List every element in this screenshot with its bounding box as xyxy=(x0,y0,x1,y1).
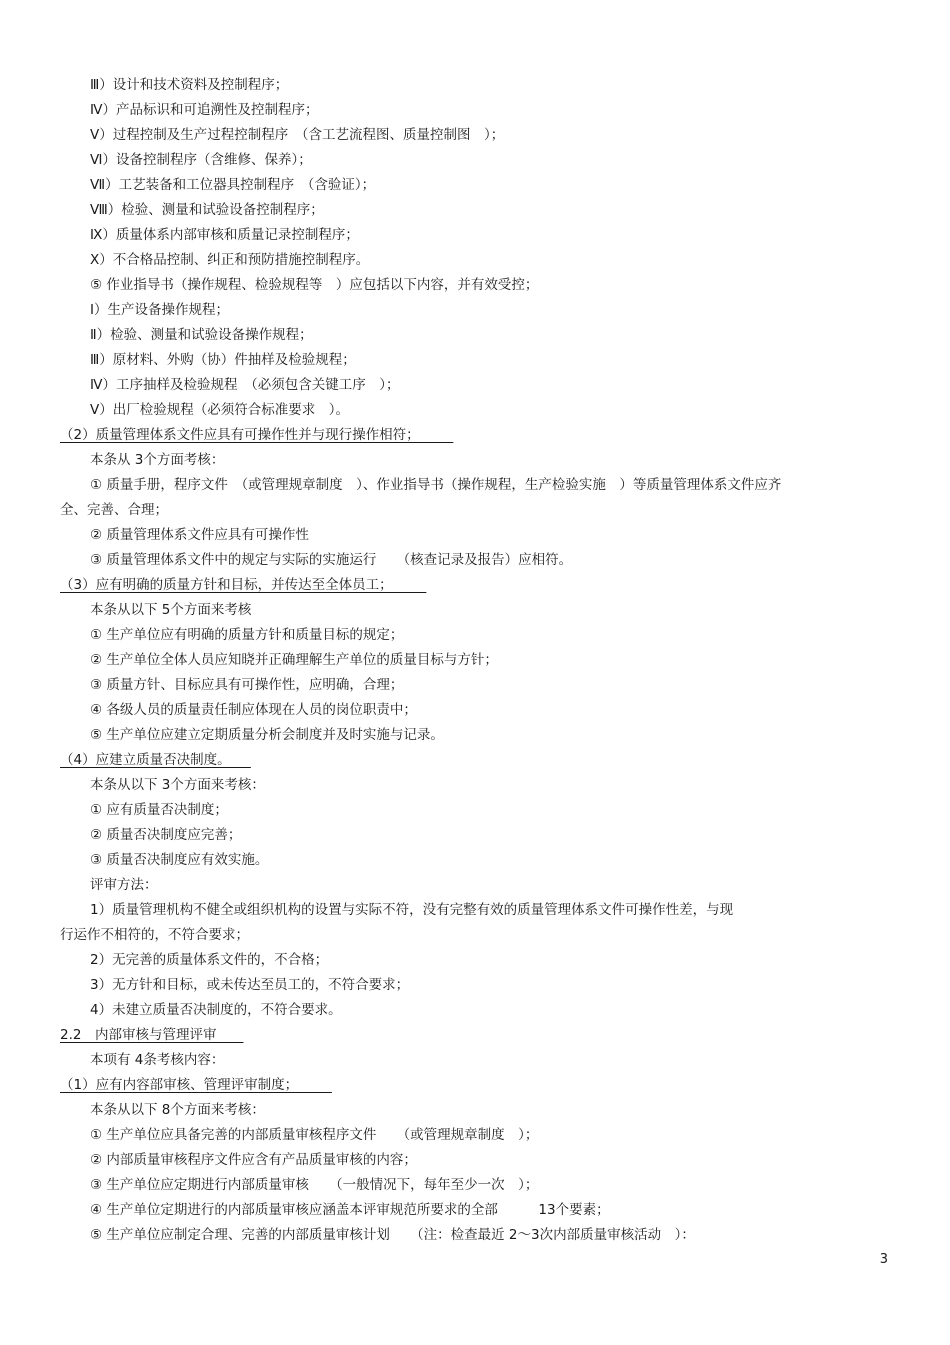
text-line: ④ 生产单位定期进行的内部质量审核应涵盖本评审规范所要求的全部 13个要素； xyxy=(90,1202,610,1218)
text-line: ⑤ 生产单位应建立定期质量分析会制度并及时实施与记录。 xyxy=(90,727,444,743)
text-line: （3）应有明确的质量方针和目标，并传达至全体员工； xyxy=(60,577,427,593)
text-line: ① 应有质量否决制度； xyxy=(90,802,228,818)
text-line: Ⅴ）出厂检验规程（必须符合标准要求 ）。 xyxy=(90,402,349,418)
text-line: Ⅳ）工序抽样及检验规程 （必须包含关键工序 ）； xyxy=(90,377,400,393)
text-line: ⑤ 作业指导书（操作规程、检验规程等 ）应包括以下内容，并有效受控； xyxy=(90,277,539,293)
text-line: ② 质量管理体系文件应具有可操作性 xyxy=(90,527,309,543)
text-line: ④ 各级人员的质量责任制应体现在人员的岗位职责中； xyxy=(90,702,417,718)
text-line: ⑤ 生产单位应制定合理、完善的内部质量审核计划 （注：检查最近 2～3次内部质量审核活动 ）： xyxy=(90,1227,695,1243)
text-line: （4）应建立质量否决制度。 xyxy=(60,752,251,768)
text-line: Ⅵ）设备控制程序（含维修、保养）； xyxy=(90,152,312,168)
text-line: 全、完善、合理； xyxy=(60,502,168,518)
text-line: 2.2 内部审核与管理评审 xyxy=(60,1027,244,1043)
text-line: ① 生产单位应具备完善的内部质量审核程序文件 （或管理规章制度 ）； xyxy=(90,1127,539,1143)
text-line: ① 质量手册，程序文件 （或管理规章制度 ）、作业指导书（操作规程，生产检验实施 ）等质量管理体系文件应齐 xyxy=(90,477,782,493)
text-line: 1）质量管理机构不健全或组织机构的设置与实际不符，没有完整有效的质量管理体系文件可操作性差，与现 xyxy=(90,902,734,918)
text-line: 评审方法： xyxy=(90,877,158,893)
text-line: ① 生产单位应有明确的质量方针和质量目标的规定； xyxy=(90,627,404,643)
text-line: 本条从以下 8个方面来考核： xyxy=(90,1102,265,1118)
text-line: ③ 质量否决制度应有效实施。 xyxy=(90,852,269,868)
text-line: 4）未建立质量否决制度的，不符合要求。 xyxy=(90,1002,342,1018)
text-line: ③ 质量管理体系文件中的规定与实际的实施运行 （核查记录及报告）应相符。 xyxy=(90,552,573,568)
text-line: 本条从以下 5个方面来考核 xyxy=(90,602,252,618)
text-line: ③ 质量方针、目标应具有可操作性，应明确，合理； xyxy=(90,677,404,693)
page-number: 3 xyxy=(879,1252,888,1267)
text-line: Ⅲ）原材料、外购（协）件抽样及检验规程； xyxy=(90,352,356,368)
text-line: ② 质量否决制度应完善； xyxy=(90,827,242,843)
text-line: Ⅹ）不合格品控制、纠正和预防措施控制程序。 xyxy=(90,252,370,268)
text-line: Ⅲ）设计和技术资料及控制程序； xyxy=(90,77,289,93)
text-line: ③ 生产单位应定期进行内部质量审核 （一般情况下，每年至少一次 ）； xyxy=(90,1177,539,1193)
text-line: Ⅶ）工艺装备和工位器具控制程序 （含验证）； xyxy=(90,177,376,193)
text-line: Ⅷ）检验、测量和试验设备控制程序； xyxy=(90,202,324,218)
text-line: Ⅳ）产品标识和可追溯性及控制程序； xyxy=(90,102,319,118)
text-line: 行运作不相符的，不符合要求； xyxy=(60,927,249,943)
text-line: Ⅱ）检验、测量和试验设备操作规程； xyxy=(90,327,313,343)
text-line: 3）无方针和目标，或未传达至员工的，不符合要求； xyxy=(90,977,410,993)
text-line: ② 生产单位全体人员应知晓并正确理解生产单位的质量目标与方针； xyxy=(90,652,498,668)
text-line: Ⅰ）生产设备操作规程； xyxy=(90,302,229,318)
text-line: ② 内部质量审核程序文件应含有产品质量审核的内容； xyxy=(90,1152,417,1168)
text-line: Ⅸ）质量体系内部审核和质量记录控制程序； xyxy=(90,227,359,243)
text-line: Ⅴ）过程控制及生产过程控制程序 （含工艺流程图、质量控制图 ）； xyxy=(90,127,505,143)
text-line: 本条从以下 3个方面来考核： xyxy=(90,777,265,793)
text-line: 2）无完善的质量体系文件的，不合格； xyxy=(90,952,329,968)
text-line: 本条从 3个方面考核： xyxy=(90,452,225,468)
text-line: （1）应有内容部审核、管理评审制度； xyxy=(60,1077,332,1093)
text-line: （2）质量管理体系文件应具有可操作性并与现行操作相符； xyxy=(60,427,454,443)
text-line: 本项有 4条考核内容： xyxy=(90,1052,225,1068)
